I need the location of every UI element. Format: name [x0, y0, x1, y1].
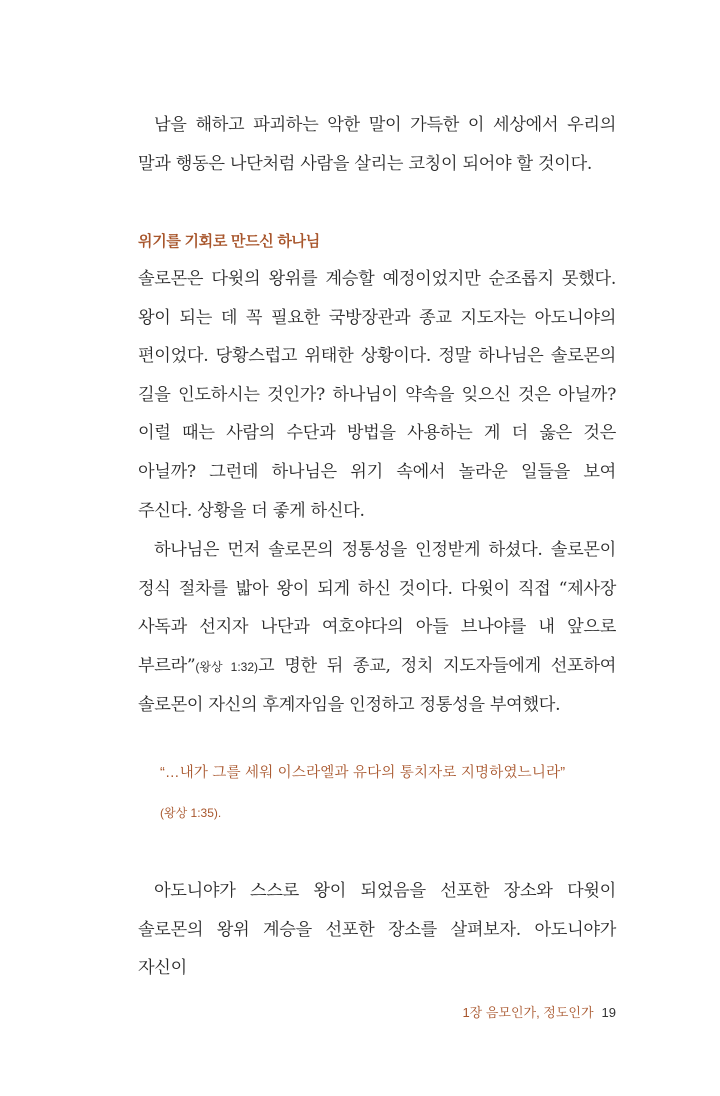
paragraph-3-text-b: 고 명한 뒤 종교, 정치 지도자들에게 선포하여 솔로몬이 자신의 후계자임을 인정하고 정통성을 부여했다.: [138, 655, 616, 716]
page-number: 19: [601, 1005, 616, 1020]
body-paragraph-4: 아도니야가 스스로 왕이 되었음을 선포한 장소와 다윗이 솔로몬의 왕위 계승을 선포한 장소를 살펴보자. 아도니야가 자신이: [138, 881, 616, 979]
scripture-quote: “…내가 그를 세워 이스라엘과 유다의 통치자로 지명하였느니라”: [160, 765, 566, 781]
body-paragraph-1: 남을 해하고 파괴하는 악한 말이 가득한 이 세상에서 우리의 말과 행동은 나단처럼 사람을 살리는 코칭이 되어야 할 것이다.: [138, 115, 616, 174]
body-paragraph-3: [138, 531, 616, 725]
section-heading: 위기를 기회로 만드신 하나님: [138, 233, 320, 250]
scripture-reference: (왕상 1:32): [195, 659, 259, 674]
paragraph-3-text-a: 하나님은 먼저 솔로몬의 정통성을 인정받게 하셨다. 솔로몬이 정식 절차를 밟아 왕이 되게 하신 것이다. 다윗이 직접 “제사장 사독과 선지자 나단과 여호야다의 아들 브나야를 내 앞으로 부르라”: [138, 540, 616, 676]
page-footer: [462, 1002, 616, 1021]
chapter-title: 1장 음모인가, 정도인가: [462, 1005, 594, 1020]
scripture-quote-reference: (왕상 1:35).: [160, 806, 222, 820]
body-paragraph-2: 솔로몬은 다윗의 왕위를 계승할 예정이었지만 순조롭지 못했다. 왕이 되는 데 꼭 필요한 국방장관과 종교 지도자는 아도니야의 편이었다. 당황스럽고 위태한 상황이다. 정말 하나님은 솔로몬의 길을 인도하시는 것인가? 하나님이 약속을 잊으신 것은 아닐까? 이럴 때는 사람의 수단과 방법을 사용하는 게 더 옳은 것은 아닐까? 그런데 하나님은 위기 속에서 놀라운 일들을 보여 주신다. 상황을 더 좋게 하신다.: [138, 269, 616, 521]
